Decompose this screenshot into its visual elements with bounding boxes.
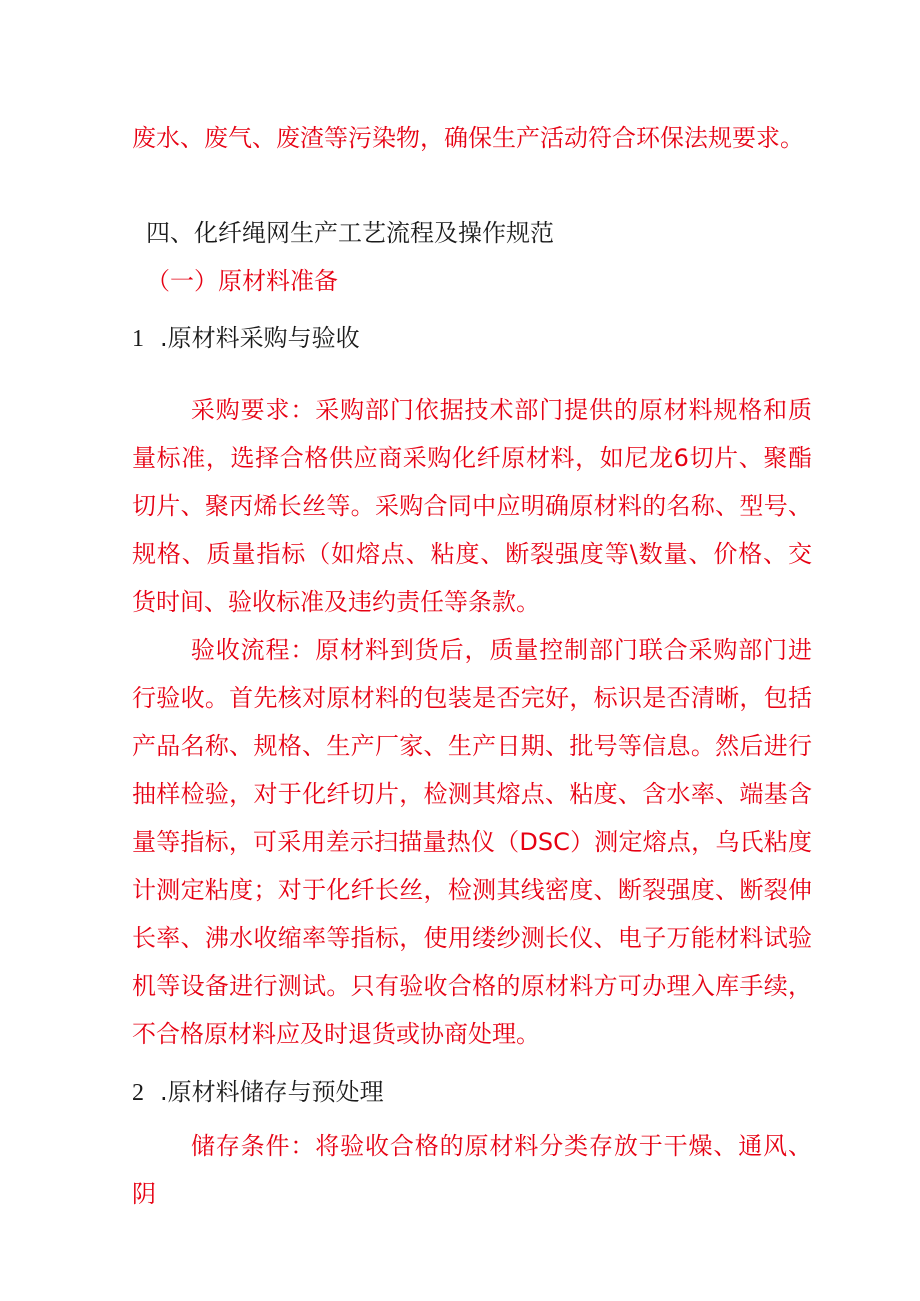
subsection-heading: （一）原材料准备 <box>146 267 338 295</box>
item-1-heading <box>132 322 360 355</box>
acceptance-process-text: 验收流程：原材料到货后，质量控制部门联合采购部门进行验收。首先核对原材料的包装是否完好，标识是否清晰，包括产品名称、规格、生产厂家、生产日期、批号等信息。然后进行抽样检验，对于化纤切片，检测其熔点、粘度、含水率、端基含量等指标，可采用差示扫描量热仪（DSC）测定熔点，乌氏粘度计测定粘度；对于化纤长丝，检测其线密度、断裂强度、断裂伸长率、沸水收缩率等指标，使用缕纱测长仪、电子万能材料试验机等设备进行测试。只有验收合格的原材料方可办理入库手续，不合格原材料应及时退货或协商处理。 <box>132 636 812 1048</box>
intro-line: 废水、废气、废渣等污染物，确保生产活动符合环保法规要求。 <box>132 124 804 152</box>
item-1-number: 1 <box>132 326 144 352</box>
storage-conditions-text: 储存条件：将验收合格的原材料分类存放于干燥、通风、阴 <box>132 1132 812 1208</box>
section-heading: 四、化纤绳网生产工艺流程及操作规范 <box>146 219 554 247</box>
item-1-title: .原材料采购与验收 <box>160 324 360 352</box>
paragraph-storage-conditions <box>132 1122 812 1218</box>
purchase-requirements-text: 采购要求：采购部门依据技术部门提供的原材料规格和质量标准，选择合格供应商采购化纤原材料，如尼龙6切片、聚酯切片、聚丙烯长丝等。采购合同中应明确原材料的名称、型号、规格、质量指标（如熔点、粘度、断裂强度等\数量、价格、交货时间、验收标准及违约责任等条款。 <box>132 396 812 616</box>
item-2-heading <box>132 1076 384 1109</box>
item-2-number: 2 <box>132 1080 144 1106</box>
paragraph-acceptance-process <box>132 626 812 1058</box>
paragraph-purchase-requirements <box>132 386 812 626</box>
item-2-title: .原材料储存与预处理 <box>160 1078 384 1106</box>
